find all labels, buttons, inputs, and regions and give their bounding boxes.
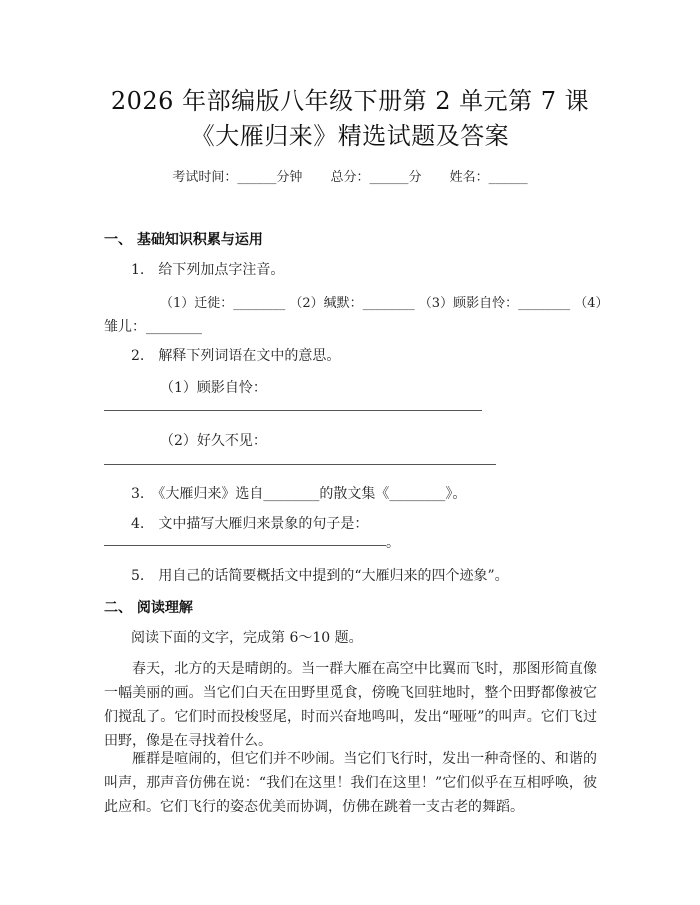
exam-time: 考试时间：______分钟 <box>172 170 303 185</box>
answer-line-2-2 <box>104 464 496 465</box>
question-4: 4. 文中描写大雁归来景象的句子是： <box>131 516 369 532</box>
question-1: 1. 给下列加点字注音。 <box>131 262 285 278</box>
question-3: 3. 《大雁归来》选自________的散文集《________》。 <box>131 486 467 502</box>
student-name: 姓名：______ <box>449 170 528 185</box>
answer-line-4 <box>104 545 386 546</box>
title-line-1: 2026 年部编版八年级下册第 2 单元第 7 课 <box>110 87 590 115</box>
question-2-sub-1: （1）顾影自怜： <box>160 380 267 396</box>
title-line-2: 《大雁归来》精选试题及答案 <box>190 122 510 150</box>
question-1-items-cont: 雏儿：________ <box>104 319 202 335</box>
section-2-heading: 二、 阅读理解 <box>104 600 193 616</box>
question-5: 5. 用自己的话简要概括文中提到的“大雁归来的四个迹象”。 <box>131 568 509 584</box>
question-2-sub-2: （2）好久不见： <box>160 433 267 449</box>
exam-meta <box>0 169 700 187</box>
question-2: 2. 解释下列词语在文中的意思。 <box>131 348 341 364</box>
total-score: 总分：______分 <box>330 170 422 185</box>
reading-paragraph-2: 雁群是喧闹的，但它们并不吵闹。当它们飞行时，发出一种奇怪的、和谐的叫声，那声音仿佛在说：“我们在这里！我们在这里！”它们似乎在互相呼唤，彼此应和。它们飞行的姿态优美而协调，仿佛在跳着一支古老的舞蹈。 <box>104 751 597 815</box>
answer-line-2-1 <box>104 410 482 411</box>
question-4-end: 。 <box>386 535 400 551</box>
reading-paragraph-1: 春天，北方的天是晴朗的。当一群大雁在高空中比翼而飞时，那图形简直像一幅美丽的画。当它们白天在田野里觅食，傍晚飞回驻地时，整个田野都像被它们搅乱了。它们时而投梭竖尾，时而兴奋地鸣叫，发出“哑哑”的叫声。它们飞过田野，像是在寻找着什么。 <box>104 661 597 749</box>
section-1-heading: 一、 基础知识积累与运用 <box>104 232 263 248</box>
question-1-items: （1）迁徙：________ （2）缄默：________ （3）顾影自怜：________ （4） <box>160 296 609 311</box>
reading-intro: 阅读下面的文字，完成第 6～10 题。 <box>131 630 363 646</box>
